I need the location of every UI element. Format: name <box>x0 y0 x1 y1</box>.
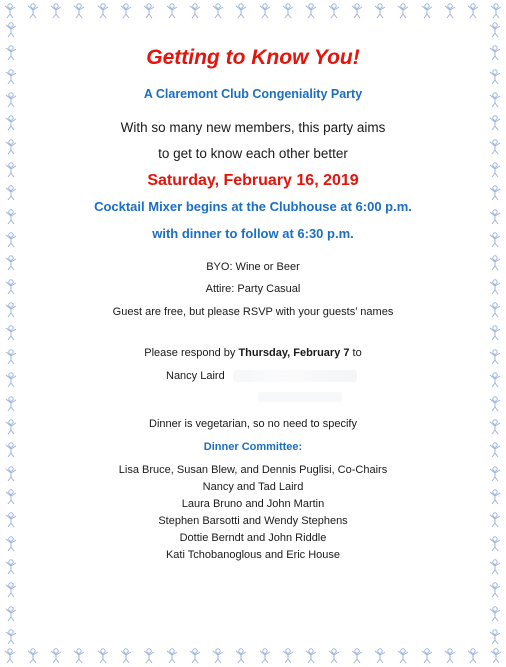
byo-note: BYO: Wine or Beer <box>206 261 300 273</box>
waving-figure-icon <box>303 648 319 664</box>
guest-note: Guest are free, but please RSVP with your guests’ names <box>112 306 394 318</box>
dinner-note: Dinner is vegetarian, so no need to specify <box>149 418 357 430</box>
waving-figure-icon <box>395 3 411 19</box>
waving-figure-icon <box>465 648 481 664</box>
waving-figure-icon <box>3 209 19 225</box>
border-left <box>2 22 20 645</box>
waving-figure-icon <box>303 3 319 19</box>
border-top <box>2 2 504 20</box>
waving-figure-icon <box>71 648 87 664</box>
waving-figure-icon <box>2 648 18 664</box>
waving-figure-icon <box>3 45 19 61</box>
waving-figure-icon <box>487 629 503 645</box>
waving-figure-icon <box>3 512 19 528</box>
waving-figure-icon <box>118 3 134 19</box>
waving-figure-icon <box>257 3 273 19</box>
waving-figure-icon <box>3 466 19 482</box>
waving-figure-icon <box>3 115 19 131</box>
waving-figure-icon <box>3 582 19 598</box>
waving-figure-icon <box>487 22 503 38</box>
waving-figure-icon <box>3 396 19 412</box>
waving-figure-icon <box>349 648 365 664</box>
dinner-time: with dinner to follow at 6:30 p.m. <box>152 226 354 241</box>
waving-figure-icon <box>3 372 19 388</box>
border-bottom <box>2 647 504 665</box>
waving-figure-icon <box>210 648 226 664</box>
committee-member: Nancy and Tad Laird <box>202 481 304 493</box>
waving-figure-icon <box>210 3 226 19</box>
invitation-title: Getting to Know You! <box>146 46 360 69</box>
waving-figure-icon <box>141 3 157 19</box>
rsvp-line <box>26 347 480 359</box>
waving-figure-icon <box>25 648 41 664</box>
waving-figure-icon <box>3 139 19 155</box>
waving-figure-icon <box>326 3 342 19</box>
waving-figure-icon <box>3 69 19 85</box>
rsvp-contact <box>166 370 357 382</box>
waving-figure-icon <box>233 3 249 19</box>
invitation-subtitle: A Claremont Club Congeniality Party <box>143 87 363 101</box>
committee-member: Lisa Bruce, Susan Blew, and Dennis Puglisi, Co-Chairs <box>118 464 388 476</box>
waving-figure-icon <box>488 648 504 664</box>
waving-figure-icon <box>164 3 180 19</box>
waving-figure-icon <box>3 536 19 552</box>
waving-figure-icon <box>487 442 503 458</box>
waving-figure-icon <box>487 512 503 528</box>
rsvp-suffix: to <box>349 347 362 359</box>
waving-figure-icon <box>164 648 180 664</box>
contact-name: Nancy Laird <box>166 370 225 382</box>
waving-figure-icon <box>488 3 504 19</box>
waving-figure-icon <box>487 536 503 552</box>
waving-figure-icon <box>487 279 503 295</box>
waving-figure-icon <box>3 559 19 575</box>
waving-figure-icon <box>487 419 503 435</box>
waving-figure-icon <box>3 162 19 178</box>
waving-figure-icon <box>2 3 18 19</box>
waving-figure-icon <box>487 232 503 248</box>
waving-figure-icon <box>3 442 19 458</box>
waving-figure-icon <box>3 606 19 622</box>
waving-figure-icon <box>3 22 19 38</box>
waving-figure-icon <box>3 419 19 435</box>
waving-figure-icon <box>3 349 19 365</box>
waving-figure-icon <box>118 648 134 664</box>
attire-note: Attire: Party Casual <box>205 283 301 295</box>
waving-figure-icon <box>233 648 249 664</box>
waving-figure-icon <box>487 185 503 201</box>
waving-figure-icon <box>48 3 64 19</box>
waving-figure-icon <box>3 279 19 295</box>
waving-figure-icon <box>487 372 503 388</box>
waving-figure-icon <box>141 648 157 664</box>
committee-member: Dottie Berndt and John Riddle <box>179 532 327 544</box>
rsvp-prefix: Please respond by <box>144 347 239 359</box>
waving-figure-icon <box>25 3 41 19</box>
waving-figure-icon <box>419 648 435 664</box>
waving-figure-icon <box>442 648 458 664</box>
waving-figure-icon <box>487 92 503 108</box>
intro-line-1: With so many new members, this party aims <box>120 120 386 135</box>
waving-figure-icon <box>95 648 111 664</box>
waving-figure-icon <box>487 396 503 412</box>
waving-figure-icon <box>3 185 19 201</box>
waving-figure-icon <box>326 648 342 664</box>
waving-figure-icon <box>280 648 296 664</box>
waving-figure-icon <box>487 69 503 85</box>
waving-figure-icon <box>349 3 365 19</box>
border-right <box>486 22 504 645</box>
intro-line-2: to get to know each other better <box>158 146 348 161</box>
waving-figure-icon <box>48 648 64 664</box>
waving-figure-icon <box>487 139 503 155</box>
waving-figure-icon <box>487 162 503 178</box>
committee-member: Stephen Barsotti and Wendy Stephens <box>158 515 348 527</box>
redacted-contact-info-2 <box>258 392 342 402</box>
waving-figure-icon <box>487 45 503 61</box>
waving-figure-icon <box>487 255 503 271</box>
committee-member: Laura Bruno and John Martin <box>181 498 325 510</box>
waving-figure-icon <box>487 489 503 505</box>
waving-figure-icon <box>372 3 388 19</box>
waving-figure-icon <box>442 3 458 19</box>
waving-figure-icon <box>487 466 503 482</box>
waving-figure-icon <box>487 302 503 318</box>
redacted-contact-info <box>233 370 357 382</box>
waving-figure-icon <box>95 3 111 19</box>
waving-figure-icon <box>3 629 19 645</box>
waving-figure-icon <box>487 349 503 365</box>
waving-figure-icon <box>487 559 503 575</box>
waving-figure-icon <box>3 489 19 505</box>
waving-figure-icon <box>487 115 503 131</box>
waving-figure-icon <box>71 3 87 19</box>
waving-figure-icon <box>465 3 481 19</box>
event-date: Saturday, February 16, 2019 <box>147 172 359 189</box>
waving-figure-icon <box>372 648 388 664</box>
waving-figure-icon <box>3 255 19 271</box>
waving-figure-icon <box>3 302 19 318</box>
waving-figure-icon <box>487 582 503 598</box>
waving-figure-icon <box>187 3 203 19</box>
waving-figure-icon <box>187 648 203 664</box>
mixer-time: Cocktail Mixer begins at the Clubhouse at 6:00 p.m. <box>94 199 412 214</box>
waving-figure-icon <box>3 232 19 248</box>
waving-figure-icon <box>3 325 19 341</box>
waving-figure-icon <box>487 209 503 225</box>
committee-member: Kati Tchobanoglous and Eric House <box>165 549 341 561</box>
waving-figure-icon <box>487 606 503 622</box>
waving-figure-icon <box>3 92 19 108</box>
waving-figure-icon <box>280 3 296 19</box>
waving-figure-icon <box>257 648 273 664</box>
waving-figure-icon <box>419 3 435 19</box>
committee-heading: Dinner Committee: <box>203 441 303 453</box>
waving-figure-icon <box>395 648 411 664</box>
rsvp-deadline: Thursday, February 7 <box>238 347 350 359</box>
waving-figure-icon <box>487 325 503 341</box>
